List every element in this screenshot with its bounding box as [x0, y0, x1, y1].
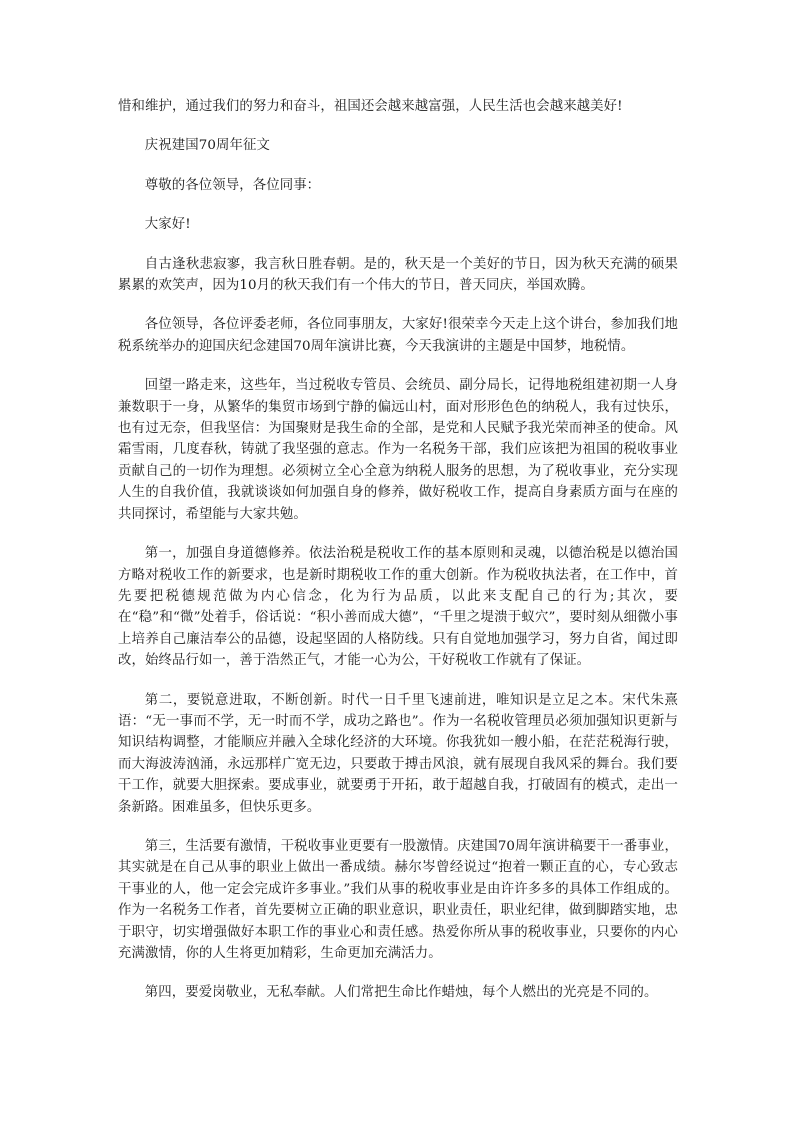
document-body	[118, 96, 678, 1022]
salutation: 尊敬的各位领导，各位同事：	[144, 177, 321, 193]
greeting: 大家好!	[144, 217, 191, 233]
paragraph: 第一，加强自身道德修养。依法治税是税收工作的基本原则和灵魂，以德治税是以德治国方略对税收工作的新要求，也是新时期税收工作的重大创新。作为税收执法者，在工作中，首先要把税德规范做为内心信念，化为行为品质，以此来支配自己的行为;其次，要在“稳”和“微”处着手，俗话说：“积小善而成大德”，“千里之堤溃于蚁穴”，要时刻从细微小事上培养自己廉洁奉公的品德，设起坚固的人格防线。只有自觉地加强学习，努力自省，闻过即改，始终品行如一，善于浩然正气，才能一心为公，干好税收工作就有了保证。	[118, 546, 678, 669]
paragraph: 第二，要锐意进取，不断创新。时代一日千里飞速前进，唯知识是立足之本。宋代朱熹语：“无一事而不学，无一时而不学，成功之路也”。作为一名税收管理员必须加强知识更新与知识结构调整，才能顺应并融入全球化经济的大环境。你我犹如一艘小船，在茫茫税海行驶，而大海波涛汹涌，永远那样广宽无边，只要敢于搏击风浪，就有展现自我风采的舞台。我们要干工作，就要大胆探索。要成事业，就要勇于开拓，敢于超越自我，打破固有的模式，走出一条新路。困难虽多，但快乐更多。	[118, 692, 678, 815]
paragraph: 自古逢秋悲寂寥，我言秋日胜春朝。是的，秋天是一个美好的节日，因为秋天充满的硕果累累的欢笑声，因为10月的秋天我们有一个伟大的节日，普天同庆，举国欢腾。	[118, 256, 678, 294]
paragraph: 各位领导，各位评委老师，各位同事朋友，大家好!很荣幸今天走上这个讲台，参加我们地税系统举办的迎国庆纪念建国70周年演讲比赛，今天我演讲的主题是中国梦，地税情。	[118, 317, 678, 354]
paragraph: 第三，生活要有激情，干税收事业更要有一股激情。庆建国70周年演讲稿要干一番事业，其实就是在自己从事的职业上做出一番成绩。赫尔岑曾经说过“抱着一颗正直的心，专心致志干事业的人，他一定会完成许多事业。”我们从事的税收事业是由许许多多的具体工作组成的。作为一名税务工作者，首先要树立正确的职业意识，职业责任，职业纪律，做到脚踏实地，忠于职守，切实增强做好本职工作的事业心和责任感。热爱你所从事的税收事业，只要你的内心充满激情，你的人生将更加精彩，生命更加充满活力。	[118, 838, 678, 961]
paragraph: 惜和维护，通过我们的努力和奋斗，祖国还会越来越富强，人民生活也会越来越美好!	[118, 99, 623, 114]
essay-title: 庆祝建国70周年征文	[144, 138, 270, 154]
paragraph: 第四，要爱岗敬业，无私奉献。人们常把生命比作蜡烛，每个人燃出的光亮是不同的。	[144, 985, 658, 1001]
paragraph: 回望一路走来，这些年，当过税收专管员、会统员、副分局长，记得地税组建初期一人身兼数职于一身，从繁华的集贸市场到宁静的偏远山村，面对形形色色的纳税人，我有过快乐，也有过无奈，但我坚信：为国聚财是我生命的全部，是党和人民赋予我光荣而神圣的使命。风霜雪雨，几度春秋，铸就了我坚强的意志。作为一名税务干部，我们应该把为祖国的税收事业贡献自己的一切作为理想。必须树立全心全意为纳税人服务的思想，为了税收事业，充分实现人生的自我价值，我就谈谈如何加强自身的修养，做好税收工作，提高自身素质方面与在座的共同探讨，希望能与大家共勉。	[118, 378, 678, 522]
